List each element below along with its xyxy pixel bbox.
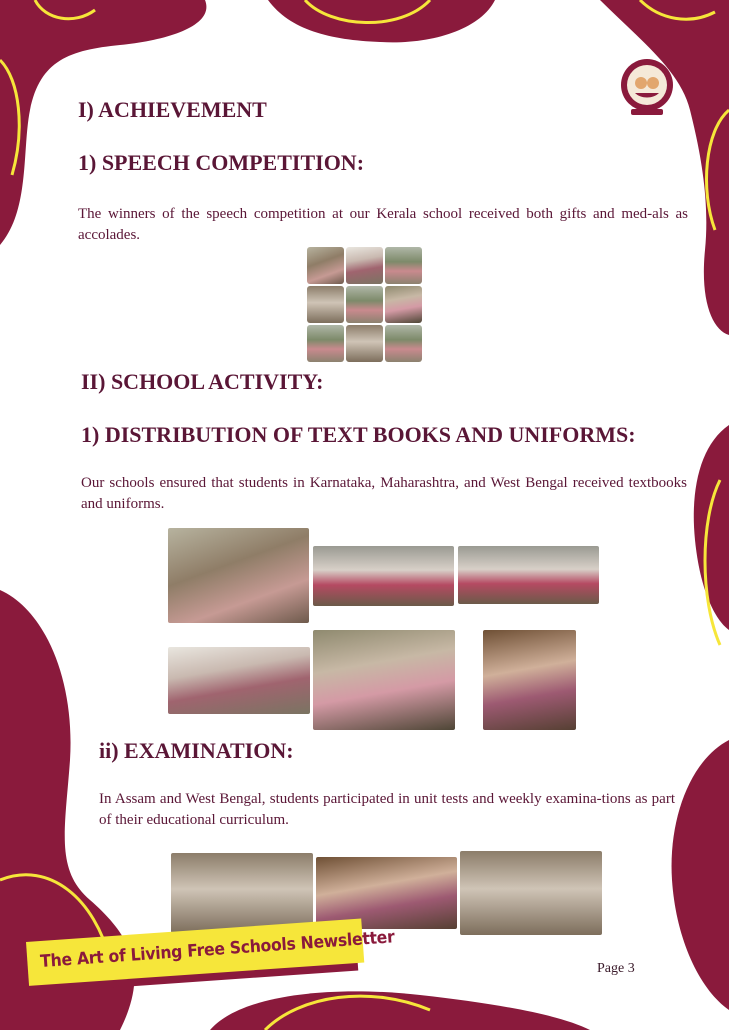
speech-photo bbox=[307, 247, 344, 284]
examination-photo bbox=[171, 853, 313, 933]
speech-photo bbox=[346, 247, 383, 284]
distribution-photo bbox=[483, 630, 576, 730]
newsletter-label: The Art of Living Free Schools Newsletter bbox=[39, 927, 396, 973]
examination-photo bbox=[316, 857, 457, 929]
blob-bottom bbox=[210, 991, 590, 1030]
speech-photo bbox=[385, 247, 422, 284]
distribution-text: Our schools ensured that students in Karnataka, Maharashtra, and West Bengal received textbooks and uniforms. bbox=[81, 475, 687, 512]
distribution-photo bbox=[168, 528, 309, 623]
examination-title: ii) EXAMINATION: bbox=[99, 738, 294, 763]
school-activity-title: II) SCHOOL ACTIVITY: bbox=[81, 369, 324, 394]
speech-photo bbox=[307, 325, 344, 362]
distribution-photo bbox=[313, 630, 455, 730]
page-number: Page 3 bbox=[597, 961, 635, 976]
blob-top-right bbox=[600, 0, 729, 335]
speech-photo bbox=[307, 286, 344, 323]
distribution-photo bbox=[313, 546, 454, 606]
speech-competition-title: 1) SPEECH COMPETITION: bbox=[78, 150, 365, 175]
speech-photo bbox=[346, 325, 383, 362]
distribution-title: 1) DISTRIBUTION OF TEXT BOOKS AND UNIFORMS: bbox=[81, 422, 636, 447]
speech-photo bbox=[385, 325, 422, 362]
achievement-title: I) ACHIEVEMENT bbox=[78, 97, 267, 122]
blob-right-bottom bbox=[672, 740, 729, 1010]
blob-right-middle bbox=[694, 425, 729, 630]
speech-photo bbox=[385, 286, 422, 323]
speech-competition-text: The winners of the speech competition at our Kerala school received both gifts and med-als as accolades. bbox=[78, 206, 688, 243]
school-logo-icon bbox=[617, 57, 677, 117]
speech-photo bbox=[346, 286, 383, 323]
examination-text: In Assam and West Bengal, students participated in unit tests and weekly examina-tions as part of their educational curriculum. bbox=[99, 791, 675, 828]
distribution-photo bbox=[168, 647, 310, 714]
distribution-photo bbox=[458, 546, 599, 604]
examination-photo bbox=[460, 851, 602, 935]
